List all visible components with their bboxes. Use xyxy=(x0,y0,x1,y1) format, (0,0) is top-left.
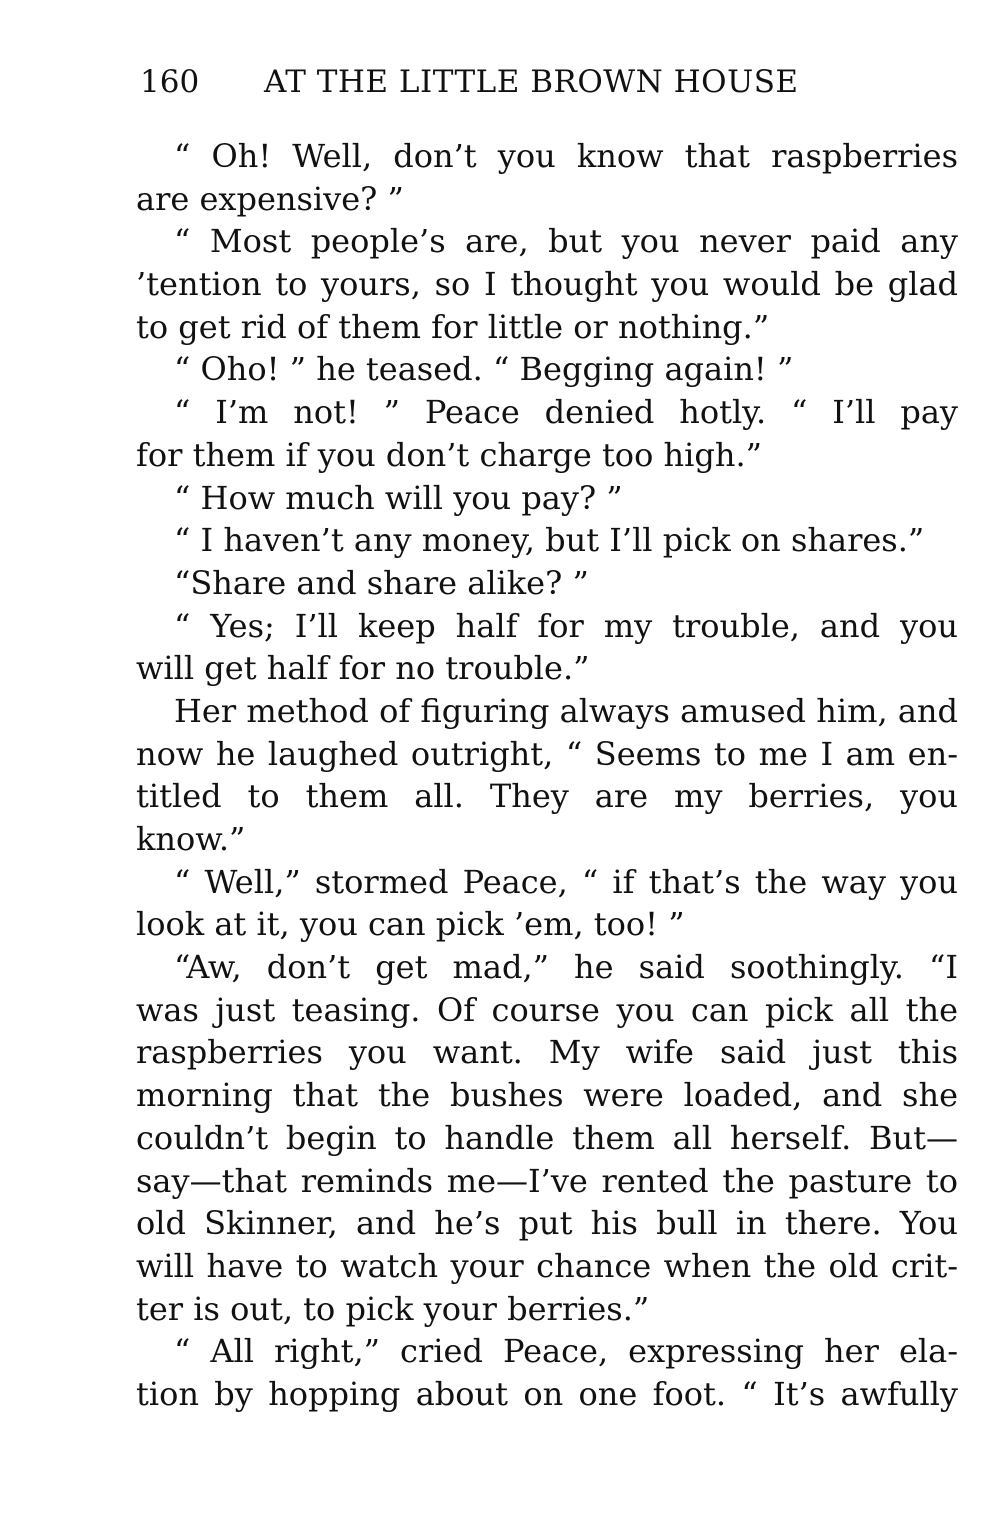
text-line: “ Most people’s are, but you never paid any xyxy=(174,222,958,261)
text-line: raspberries you want. My wife said just this xyxy=(136,1033,958,1072)
text-line: to get rid of them for little or nothing.” xyxy=(136,307,770,346)
text-line: “ Oho! ” he teased. “ Begging again! ” xyxy=(174,350,794,389)
text-line: ’tention to yours, so I thought you would be glad xyxy=(136,265,958,304)
text-line: “ I haven’t any money, but I’ll pick on shares.” xyxy=(174,521,925,560)
text-line: “ All right,” cried Peace, expressing her ela- xyxy=(174,1332,958,1371)
text-line: old Skinner, and he’s put his bull in there. You xyxy=(136,1204,958,1243)
text-line: “ Yes; I’ll keep half for my trouble, and you xyxy=(174,606,958,645)
text-line: will have to watch your chance when the old crit- xyxy=(136,1246,958,1285)
text-line: know.” xyxy=(136,820,246,858)
text-line: Her method of figuring always amused him, and xyxy=(174,691,958,730)
text-line: are expensive? ” xyxy=(136,179,404,218)
text-line: “ Oh! Well, don’t you know that raspberries xyxy=(174,137,958,175)
text-line: look at it, you can pick ’em, too! ” xyxy=(136,905,685,944)
page-number: 160 xyxy=(140,64,200,100)
text-line: “ I’m not! ” Peace denied hotly. “ I’ll pay xyxy=(174,393,958,432)
text-line: “Share and share alike? ” xyxy=(174,563,589,602)
text-line: titled to them all. They are my berries, you xyxy=(136,777,958,816)
text-line: will get half for no trouble.” xyxy=(136,649,590,688)
text-line: “ Well,” stormed Peace, “ if that’s the way you xyxy=(174,862,958,901)
text-line: “Aw, don’t get mad,” he said soothingly. “I xyxy=(174,948,958,987)
text-line: “ How much will you pay? ” xyxy=(174,478,623,517)
text-line: for them if you don’t charge too high.” xyxy=(136,435,762,474)
text-line: couldn’t begin to handle them all herself. But— xyxy=(136,1118,958,1157)
body-text xyxy=(136,135,958,1416)
text-line: ter is out, to pick your berries.” xyxy=(136,1289,650,1328)
text-line: morning that the bushes were loaded, and she xyxy=(136,1076,958,1115)
text-line: was just teasing. Of course you can pick all the xyxy=(136,990,958,1029)
text-line: now he laughed outright, “ Seems to me I am en- xyxy=(136,734,958,773)
running-head xyxy=(140,62,840,102)
running-title: AT THE LITTLE BROWN HOUSE xyxy=(264,64,799,100)
text-line: say—that reminds me—I’ve rented the pasture to xyxy=(136,1161,958,1200)
text-line: tion by hopping about on one foot. “ It’s awfully xyxy=(136,1374,958,1413)
